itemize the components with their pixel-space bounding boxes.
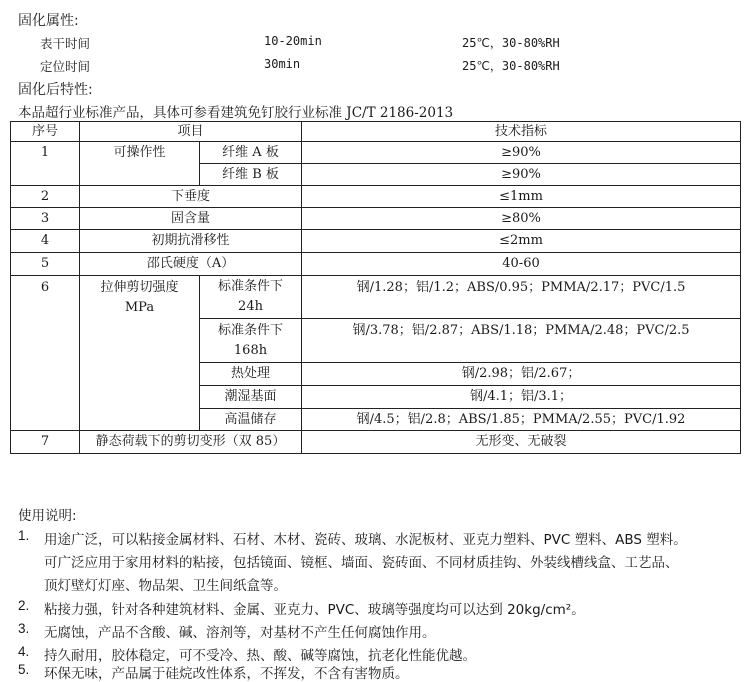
header-item: 项目 [80,122,302,142]
spec-table [10,121,741,454]
usage-item-line: 顶灯壁灯灯座、物品架、卫生间纸盒等。 [44,578,287,594]
header-spec: 技术指标 [302,122,741,142]
table-row [11,276,741,319]
row-value: ≤2mm [302,230,741,253]
row-no: 4 [11,230,80,253]
usage-item-number: 2. [18,598,30,613]
row-item: 邵氏硬度（A） [80,253,302,276]
usage-item-number: 3. [18,621,30,636]
table-row [11,142,741,164]
row-value: 钢/4.5；铝/2.8；ABS/1.85；PMMA/2.55；PVC/1.92 [302,409,741,431]
row-value: ≥90% [302,142,741,164]
usage-item-line: 无腐蚀，产品不含酸、碱、溶剂等，对基材不产生任何腐蚀作用。 [44,625,436,641]
cure-row-name: 表干时间 [40,36,91,51]
row-no: 3 [11,208,80,230]
cure-row-name: 定位时间 [40,59,91,74]
row-subitem [200,319,302,363]
usage-item-line: 环保无味，产品属于硅烷改性体系，不挥发，不含有害物质。 [44,666,409,682]
row-subitem-line: 168h [233,342,268,358]
row-value: ≤1mm [302,186,741,208]
usage-item-number: 4. [18,644,30,659]
row-item: 下垂度 [80,186,302,208]
row-item: 静态荷载下的剪切变形（双 85） [80,431,302,454]
row-no: 2 [11,186,80,208]
row-value: 钢/4.1；铝/3.1； [302,386,741,409]
row-subitem-line: 24h [238,299,263,314]
row-subitem [200,276,302,319]
row-subitem: 高温储存 [200,409,302,431]
header-no: 序号 [11,122,80,142]
row-subitem: 纤维 B 板 [200,164,302,186]
row-no: 6 [11,276,80,431]
usage-item-line: 可广泛应用于家用材料的粘接，包括镜面、镜框、墙面、瓷砖面、不同材质挂钩、外装线槽线盒、工艺品、 [44,555,679,571]
row-subitem: 纤维 A 板 [200,142,302,164]
row-item: 可操作性 [80,142,200,186]
after-cure-title: 固化后特性: [18,82,93,98]
table-row [11,230,741,253]
usage-item-line: 粘接力强，针对各种建筑材料、金属、亚克力、PVC、玻璃等强度均可以达到 20kg/cm²。 [44,602,585,618]
usage-item-number: 5. [18,662,30,677]
table-row [11,208,741,230]
row-subitem: 潮湿基面 [200,386,302,409]
row-item [80,276,200,431]
row-value: 40-60 [302,253,741,276]
row-subitem-line: 标准条件下 [218,279,284,294]
row-value: 钢/3.78；铝/2.87；ABS/1.18；PMMA/2.48；PVC/2.5 [302,319,741,363]
table-row [11,431,741,454]
row-no: 1 [11,142,80,186]
standard-note: 本品超行业标准产品，具体可参看建筑免钉胶行业标准 JC/T 2186-2013 [18,105,454,121]
row-item-line: 拉伸剪切强度 [100,280,179,295]
usage-item-line: 持久耐用，胶体稳定，可不受冷、热、酸、碱等腐蚀，抗老化性能优越。 [44,648,476,664]
cure-row-time: 10-20min [264,34,322,48]
table-row [11,253,741,276]
row-item: 固含量 [80,208,302,230]
row-value: ≥80% [302,208,741,230]
usage-title: 使用说明: [18,508,77,524]
row-no: 5 [11,253,80,276]
cure-row-cond: 25℃，30-80%RH [462,59,560,73]
row-subitem-line: 标准条件下 [218,322,284,338]
cure-row-cond: 25℃，30-80%RH [462,36,560,50]
row-item: 初期抗滑移性 [80,230,302,253]
row-no: 7 [11,431,80,454]
table-header-row [11,122,741,142]
row-value: 钢/1.28；铝/1.2；ABS/0.95；PMMA/2.17；PVC/1.5 [302,276,741,319]
row-value: ≥90% [302,164,741,186]
row-value: 钢/2.98；铝/2.67； [302,363,741,386]
row-value: 无形变、无破裂 [302,431,741,454]
table-row [11,186,741,208]
cure-row-time: 30min [264,57,301,71]
cure-title: 固化属性: [18,13,79,29]
usage-item-number: 1. [18,528,30,543]
usage-item-line: 用途广泛，可以粘接金属材料、石材、木材、瓷砖、玻璃、水泥板材、亚克力塑料、PVC 塑料、ABS 塑料。 [44,532,687,548]
row-item-unit: MPa [124,300,155,315]
row-subitem: 热处理 [200,363,302,386]
